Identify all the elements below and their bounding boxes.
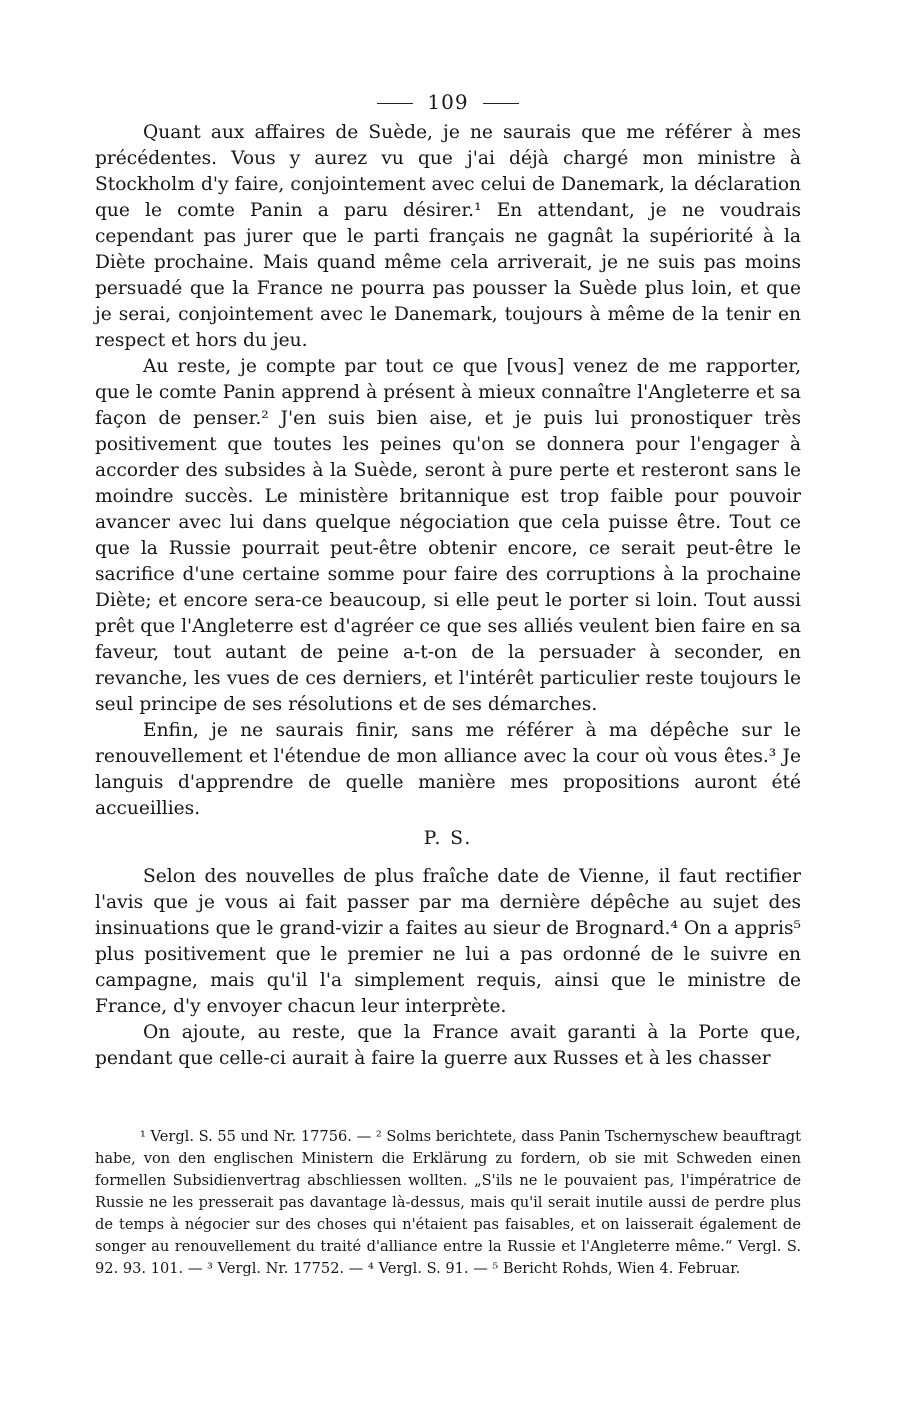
paragraph-3: Enfin, je ne saurais finir, sans me référer à ma dépêche sur le renouvellement et l'étendue de mon alliance avec la cour où vous êtes.³ Je languis d'apprendre de quelle manière mes propositions auront été accueillies.: [95, 720, 801, 819]
paragraph-2: Au reste, je compte par tout ce que [vous] venez de me rapporter, que le comte Panin apprend à présent à mieux connaître l'Angleterre et sa façon de penser.² J'en suis bien aise, et je puis lui pronostiquer très positivement que toutes les peines qu'on se donnera pour l'engager à accorder des subsides à la Suède, seront à pure perte et resteront sans le moindre succès. Le ministère britannique est trop faible pour pouvoir avancer avec lui dans quelque négociation que cela puisse être. Tout ce que la Russie pourrait peut-être obtenir encore, ce serait peut-être le sacrifice d'une certaine somme pour faire des corruptions à la prochaine Diète; et encore sera-ce beaucoup, si elle peut le porter si loin. Tout aussi prêt que l'Angleterre est d'agréer ce que ses alliés veulent bien faire en sa faveur, tout autant de peine a-t-on de la persuader à seconder, en revanche, les vues de ces derniers, et l'intérêt particulier reste toujours le seul principe de ses résolutions et de ses démarches.: [95, 356, 801, 715]
page-header: [95, 84, 801, 120]
header-dash-right: [483, 103, 519, 104]
page-content: [95, 84, 801, 1072]
paragraph-4: Selon des nouvelles de plus fraîche date de Vienne, il faut rectifier l'avis que je vous ai fait passer par ma dernière dépêche au sujet des insinuations que le grand-vizir a faites au sieur de Brognard.⁴ On a appris⁵ plus positivement que le premier ne lui a pas ordonné de le suivre en campagne, mais qu'il l'a simplement requis, ainsi que le ministre de France, d'y envoyer chacun leur interprète.: [95, 866, 801, 1017]
paragraph-1: Quant aux affaires de Suède, je ne saurais que me référer à mes précédentes. Vous y aurez vu que j'ai déjà chargé mon ministre à Stockholm d'y faire, conjointement avec celui de Danemark, la déclaration que le comte Panin a paru désirer.¹ En attendant, je ne voudrais cependant pas jurer que le parti français ne gagnât la supériorité à la Diète prochaine. Mais quand même cela arriverait, je ne suis pas moins persuadé que la France ne pourra pas pousser la Suède plus loin, et que je serai, conjointement avec le Danemark, toujours à même de la tenir en respect et hors du jeu.: [95, 122, 801, 351]
page-number: 109: [427, 90, 469, 114]
postscript-heading: P. S.: [423, 828, 473, 849]
paragraph-5: On ajoute, au reste, que la France avait garanti à la Porte que, pendant que celle-ci aurait à faire la guerre aux Russes et à les chasser: [95, 1022, 801, 1069]
footnotes: [95, 1126, 801, 1280]
letter-body: [95, 120, 801, 1072]
footnote-text: ¹ Vergl. S. 55 und Nr. 17756. — ² Solms berichtete, dass Panin Tschernyschew beauftragt habe, von den englischen Ministern die Erklärung zu fordern, ob sie mit Schweden einen formellen Subsidienvertrag abschliessen wollten. „S'ils ne le pouvaient pas, l'impératrice de Russie ne les presserait pas davantage là-dessus, mais qu'il serait inutile aussi de perdre plus de temps à négocier sur des choses qui n'étaient pas faisables, et on laisserait également de songer au renouvellement du traité d'alliance entre la Russie et l'Angleterre même.“ Vergl. S. 92. 93. 101. — ³ Vergl. Nr. 17752. — ⁴ Vergl. S. 91. — ⁵ Bericht Rohds, Wien 4. Februar.: [95, 1128, 801, 1277]
header-dash-left: [377, 103, 413, 104]
